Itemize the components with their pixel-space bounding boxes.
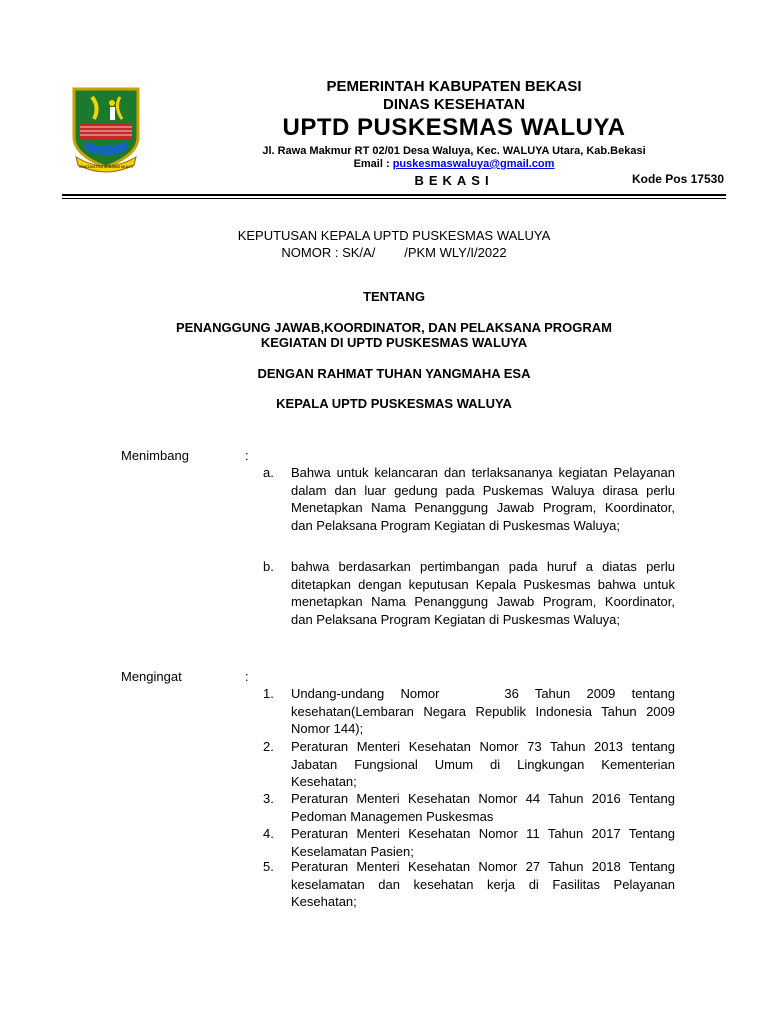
mengingat-item (263, 738, 675, 791)
item-text: Peraturan Menteri Kesehatan Nomor 44 Tahun 2016 Tentang Pedoman Managemen Puskesmas (291, 791, 675, 824)
item-marker: 5. (263, 859, 274, 874)
tentang-heading: TENTANG (363, 289, 425, 304)
decree-title: KEPUTUSAN KEPALA UPTD PUSKESMAS WALUYA (237, 228, 551, 243)
email-link[interactable]: puskesmaswaluya@gmail.com (392, 158, 555, 170)
mengingat-item (263, 685, 679, 738)
item-text: Peraturan Menteri Kesehatan Nomor 73 Tahun 2013 tentang Jabatan Fungsional Umum di Lingkungan Kementerian Kesehatan; (291, 739, 675, 789)
header-rule-thick (62, 194, 726, 196)
subject-line-2: KEGIATAN DI UPTD PUSKESMAS WALUYA (260, 335, 528, 350)
menimbang-label: Menimbang (121, 448, 189, 463)
email-label: Email : (353, 158, 393, 170)
mengingat-item (263, 858, 675, 911)
menimbang-colon: : (245, 448, 249, 463)
menimbang-item (263, 464, 675, 534)
postal-code: Kode Pos 17530 (631, 172, 724, 186)
item-text: Undang-undang Nomor 36 Tahun 2009 tentang kesehatan(Lembaran Negara Republik Indonesia Tahun 2009 Nomor 144); (291, 686, 679, 736)
svg-text:SWATANTRA WIBAWA MUKTI: SWATANTRA WIBAWA MUKTI (78, 164, 134, 169)
item-marker: 2. (263, 739, 274, 754)
mengingat-colon: : (245, 669, 249, 684)
letterhead-government: PEMERINTAH KABUPATEN BEKASI (326, 78, 582, 95)
letterhead-department: DINAS KESEHATAN (383, 96, 525, 113)
item-text: Peraturan Menteri Kesehatan Nomor 11 Tahun 2017 Tentang Keselamatan Pasien; (291, 826, 675, 859)
decree-number: NOMOR : SK/A/ /PKM WLY/I/2022 (281, 245, 507, 260)
subject-line-1: PENANGGUNG JAWAB,KOORDINATOR, DAN PELAKSANA PROGRAM (175, 320, 612, 335)
item-text: Peraturan Menteri Kesehatan Nomor 27 Tahun 2018 Tentang keselamatan dan kesehatan kerja di Fasilitas Pelayanan Kesehatan; (291, 859, 675, 909)
kabupaten-bekasi-logo (70, 85, 142, 175)
mengingat-item (263, 825, 675, 860)
letterhead-address: Jl. Rawa Makmur RT 02/01 Desa Waluya, Kec. WALUYA Utara, Kab.Bekasi (262, 145, 646, 157)
mengingat-label: Mengingat (121, 669, 182, 684)
kepala-heading: KEPALA UPTD PUSKESMAS WALUYA (276, 396, 512, 411)
letterhead-institution: UPTD PUSKESMAS WALUYA (282, 114, 626, 141)
item-text: Bahwa untuk kelancaran dan terlaksananya kegiatan Pelayanan dalam dan luar gedung pada Puskemas Waluya dirasa perlu Menetapkan Nama Penanggung Jawab Program, Koordinator, dan Pelaksana Program Kegiatan di Puskesmas Waluya; (291, 465, 675, 533)
letterhead-email-line (140, 158, 768, 171)
header-rule-thin (62, 198, 726, 199)
item-marker: 1. (263, 686, 274, 701)
item-marker: 3. (263, 791, 274, 806)
menimbang-item (263, 558, 675, 628)
mengingat-item (263, 790, 675, 825)
item-text: bahwa berdasarkan pertimbangan pada huruf a diatas perlu ditetapkan dengan keputusan Kepala Puskesmas bahwa untuk menetapkan Nama Penanggung Jawab Program, Koordinator, dan Pelaksana Program Kegiatan di Puskesmas Waluya; (291, 559, 675, 627)
item-marker: b. (263, 559, 274, 574)
rahmat-heading: DENGAN RAHMAT TUHAN YANGMAHA ESA (257, 366, 531, 381)
item-marker: 4. (263, 826, 274, 841)
letterhead-city: BEKASI (414, 173, 494, 188)
item-marker: a. (263, 465, 274, 480)
